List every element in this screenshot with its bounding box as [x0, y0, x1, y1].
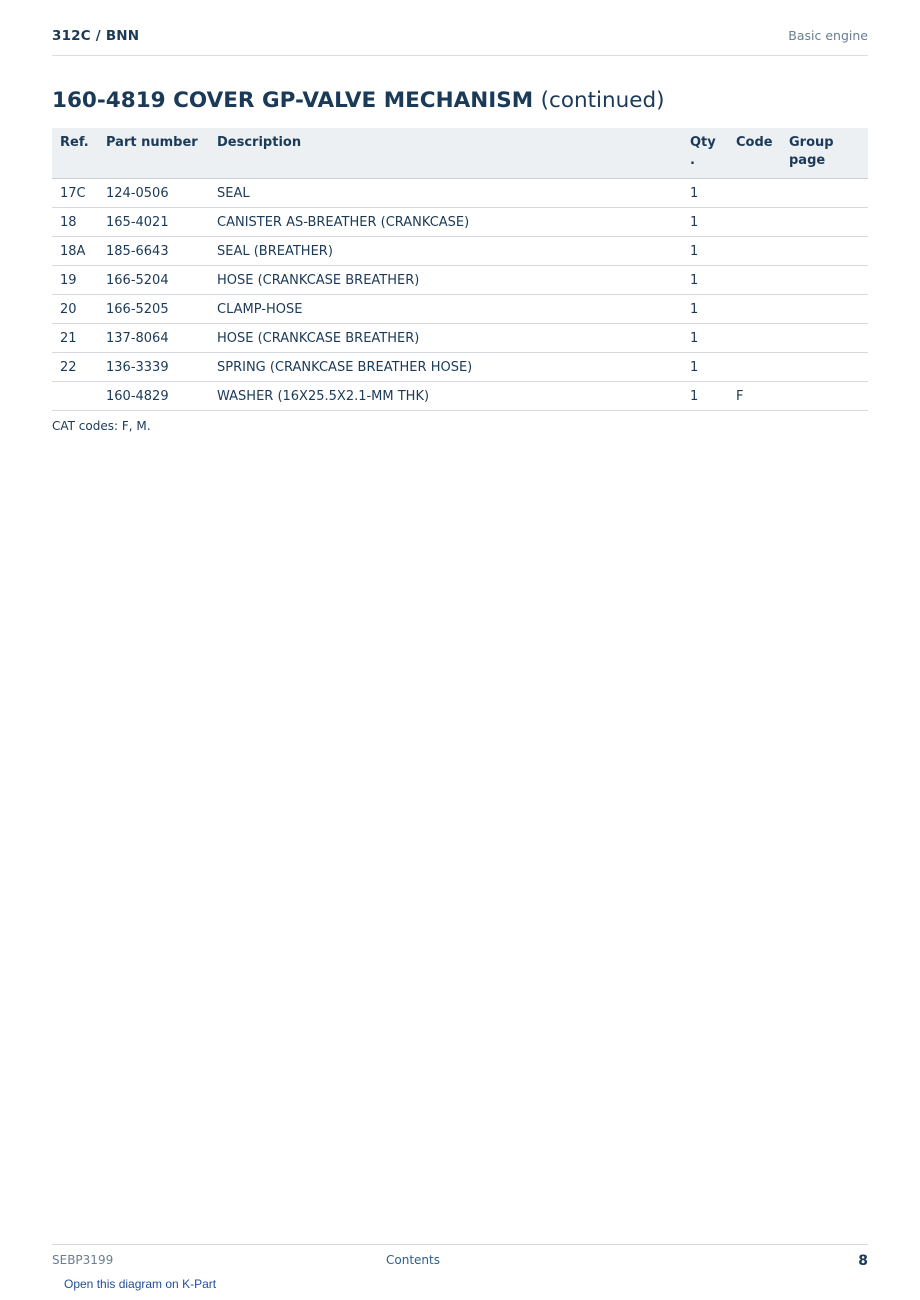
open-kpart-link[interactable]: Open this diagram on K-Part [64, 1277, 217, 1291]
cell-group-page [781, 179, 868, 208]
cell-qty: 1 [682, 237, 728, 266]
cell-code [728, 295, 781, 324]
cell-code [728, 353, 781, 382]
cell-group-page [781, 324, 868, 353]
cell-code [728, 208, 781, 237]
cell-description: CANISTER AS-BREATHER (CRANKCASE) [209, 208, 682, 237]
cell-group-page [781, 295, 868, 324]
parts-table-body [52, 179, 868, 411]
column-header-description: Description [209, 128, 682, 179]
cell-part-number: 124-0506 [98, 179, 209, 208]
cell-code [728, 237, 781, 266]
cell-code: F [728, 382, 781, 411]
cell-group-page [781, 266, 868, 295]
cell-ref: 18A [52, 237, 98, 266]
machine-model: 312C / BNN [52, 28, 140, 44]
cell-group-page [781, 382, 868, 411]
cell-part-number: 185-6643 [98, 237, 209, 266]
cell-group-page [781, 353, 868, 382]
parts-table [52, 128, 868, 411]
page-title [52, 88, 665, 113]
cell-description: WASHER (16X25.5X2.1-MM THK) [209, 382, 682, 411]
cell-qty: 1 [682, 266, 728, 295]
cell-qty: 1 [682, 382, 728, 411]
cell-part-number: 165-4021 [98, 208, 209, 237]
cell-description: HOSE (CRANKCASE BREATHER) [209, 266, 682, 295]
cell-code [728, 179, 781, 208]
table-row [52, 208, 868, 237]
cell-description: SPRING (CRANKCASE BREATHER HOSE) [209, 353, 682, 382]
page-number: 8 [858, 1253, 868, 1269]
cell-part-number: 166-5205 [98, 295, 209, 324]
table-header-row [52, 128, 868, 179]
document-id: SEBP3199 [52, 1253, 114, 1267]
cell-description: SEAL (BREATHER) [209, 237, 682, 266]
cell-description: HOSE (CRANKCASE BREATHER) [209, 324, 682, 353]
table-row [52, 266, 868, 295]
cell-group-page [781, 208, 868, 237]
column-header-part-number: Part number [98, 128, 209, 179]
table-row [52, 179, 868, 208]
cell-qty: 1 [682, 208, 728, 237]
cell-ref: 22 [52, 353, 98, 382]
column-header-group-page: Group page [781, 128, 868, 179]
table-row [52, 237, 868, 266]
cell-group-page [781, 237, 868, 266]
cell-ref: 20 [52, 295, 98, 324]
cell-ref: 21 [52, 324, 98, 353]
footer-divider [52, 1244, 868, 1245]
cell-part-number: 136-3339 [98, 353, 209, 382]
cell-ref: 17C [52, 179, 98, 208]
column-header-qty: Qty . [682, 128, 728, 179]
cell-qty: 1 [682, 295, 728, 324]
column-header-code: Code [728, 128, 781, 179]
cell-code [728, 266, 781, 295]
cell-qty: 1 [682, 179, 728, 208]
page-header [52, 28, 868, 56]
contents-link[interactable]: Contents [386, 1253, 440, 1267]
table-row [52, 353, 868, 382]
section-name: Basic engine [788, 28, 868, 43]
cell-description: CLAMP-HOSE [209, 295, 682, 324]
assembly-title: 160-4819 COVER GP-VALVE MECHANISM [52, 88, 534, 113]
cell-part-number: 160-4829 [98, 382, 209, 411]
cell-part-number: 166-5204 [98, 266, 209, 295]
cell-description: SEAL [209, 179, 682, 208]
cell-qty: 1 [682, 324, 728, 353]
cat-codes-note: CAT codes: F, M. [52, 419, 151, 433]
cell-ref [52, 382, 98, 411]
table-row [52, 382, 868, 411]
column-header-ref: Ref. [52, 128, 98, 179]
cell-qty: 1 [682, 353, 728, 382]
table-row [52, 295, 868, 324]
continued-label: (continued) [540, 88, 665, 113]
cell-code [728, 324, 781, 353]
table-row [52, 324, 868, 353]
cell-ref: 18 [52, 208, 98, 237]
cell-ref: 19 [52, 266, 98, 295]
cell-part-number: 137-8064 [98, 324, 209, 353]
